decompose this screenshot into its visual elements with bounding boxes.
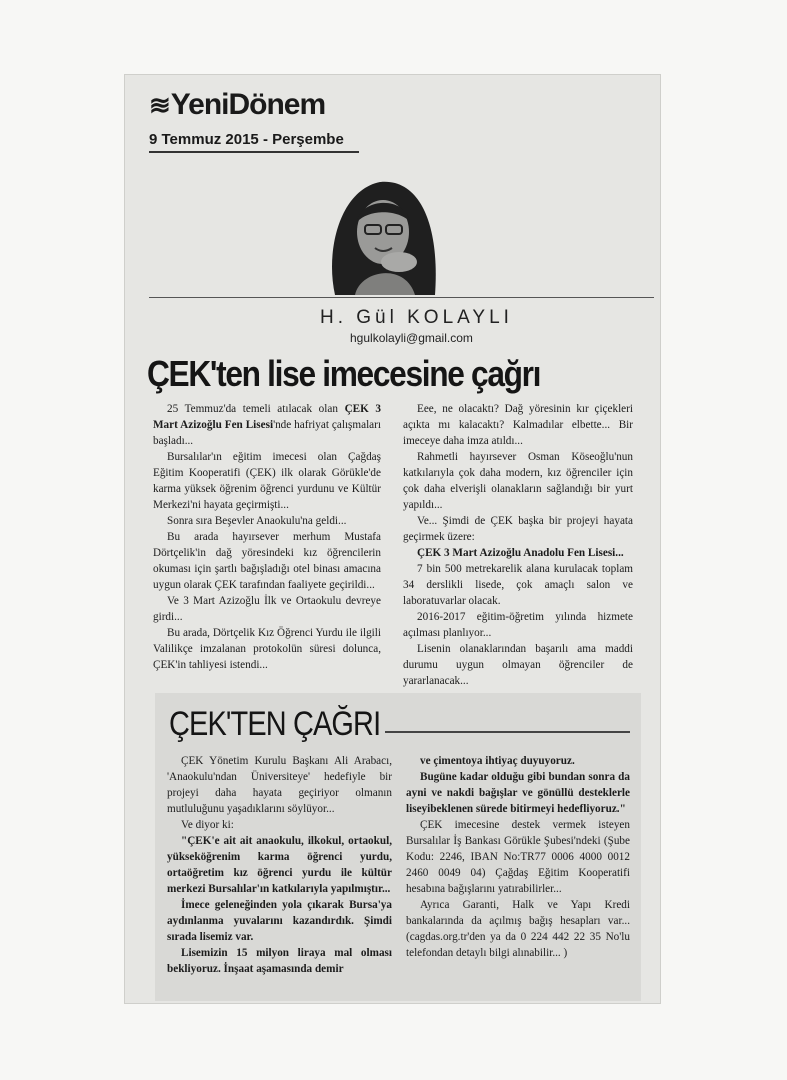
paragraph-pre: Ve... Şimdi de ÇEK başka bir projeyi hayata geçirmek üzere: — [403, 515, 633, 543]
paragraph-pre: 25 Temmuz'da temeli atılacak olan — [167, 403, 345, 415]
paragraph — [153, 593, 381, 625]
paragraph — [403, 561, 633, 609]
paragraph — [403, 641, 633, 689]
paragraph-pre: 7 bin 500 metrekarelik alana kurulacak toplam 34 derslikli lisede, çok amaçlı salon ve laboratuvarlar olacak. — [403, 563, 633, 607]
bird-icon: ≋ — [149, 90, 170, 120]
issue-date: 9 Temmuz 2015 - Perşembe — [149, 131, 344, 148]
call-box-column-1 — [167, 753, 392, 977]
newspaper-clipping — [125, 75, 660, 1003]
masthead-name: YeniDönem — [170, 88, 326, 121]
paragraph-pre: Rahmetli hayırsever Osman Köseoğlu'nun katkılarıyla çok daha modern, kız öğrenciler için çok daha elverişli olanakların sağlandığı bir yurt yapıldı... — [403, 451, 633, 511]
paragraph-bold: İmece geleneğinden yola çıkarak Bursa'ya aydınlanma yuvalarını kazandırdık. Şimdi sırada lisemiz var. — [167, 899, 392, 943]
call-box-divider — [385, 731, 630, 733]
author-email: hgulkolayli@gmail.com — [350, 331, 473, 345]
author-photo — [315, 170, 450, 295]
paragraph-pre: Lisenin olanaklarından başarılı ama maddi durumu uygun olmayan öğrenciler de yararlanacak... — [403, 643, 633, 687]
paragraph — [167, 833, 392, 897]
paragraph — [167, 897, 392, 945]
paragraph — [153, 401, 381, 449]
paragraph-bold: Bugüne kadar olduğu gibi bundan sonra da ayni ve nakdi bağışlar ve gönüllü desteklerle liseyibeklenen sürede bitirmeyi hedefliyoruz." — [406, 771, 630, 815]
paragraph — [153, 513, 381, 529]
paragraph — [153, 529, 381, 593]
paragraph-bold: ÇEK 3 Mart Azizoğlu Anadolu Fen Lisesi... — [417, 547, 624, 559]
paragraph-pre: 2016-2017 eğitim-öğretim yılında hizmete açılması planlıyor... — [403, 611, 633, 639]
header-divider — [149, 297, 654, 298]
call-box-column-2 — [406, 753, 630, 961]
paragraph — [406, 817, 630, 897]
call-box — [155, 693, 641, 1001]
paragraph — [153, 449, 381, 513]
paragraph-pre: Ve diyor ki: — [181, 819, 234, 831]
paragraph — [167, 753, 392, 817]
author-name: H. Gül KOLAYLI — [320, 307, 513, 328]
paragraph — [406, 769, 630, 817]
paragraph — [167, 817, 392, 833]
paragraph-pre: Bu arada hayırsever merhum Mustafa Dörtçelik'in dağ yöresindeki kız öğrencilerin okuması için şartlı bağışladığı otel binası amacına uygun olarak ÇEK tarafından faaliyete geçirildi... — [153, 531, 381, 591]
paragraph — [403, 401, 633, 449]
paragraph-pre: ÇEK imecesine destek vermek isteyen Bursalılar İş Bankası Görükle Şubesi'ndeki (Şube Kodu: 2246, IBAN No:TR77 0006 4000 0012 2460 0049 04) Çağdaş Eğitim Kooperatifi hesabına bağışlarını yatırabilirler... — [406, 819, 630, 895]
paragraph-bold: ve çimentoya ihtiyaç duyuyoruz. — [420, 755, 575, 767]
paragraph — [403, 609, 633, 641]
paragraph — [403, 545, 633, 561]
paragraph-bold: ÇEK 3 Mart Azizoğlu Fen Lisesi — [153, 403, 382, 431]
paragraph-pre: Ayrıca Garanti, Halk ve Yapı Kredi bankalarında da açılmış bağış hesapları var... (cagdas.org.tr'den ya da 0 224 442 22 35 No'lu telefondan detaylı bilgi alınabilir... ) — [406, 899, 630, 959]
paragraph — [403, 513, 633, 545]
date-divider — [149, 151, 359, 153]
paragraph-pre: Eee, ne olacaktı? Dağ yöresinin kır çiçekleri açıkta mı kalacaktı? Kalmadılar elbette... Bir imeceye daha imza atıldı... — [403, 403, 633, 447]
article-column-2 — [403, 401, 633, 689]
paragraph-post: 'nde hafriyat çalışmaları başladı... — [153, 419, 381, 447]
paragraph — [406, 897, 630, 961]
paragraph-pre: ÇEK Yönetim Kurulu Başkanı Ali Arabacı, 'Anaokulu'ndan Üniversiteye' hedefiyle bir projeyi daha hayata geçiriyor olmanın mutluluğunu yaşadıklarını söylüyor... — [167, 755, 392, 815]
call-box-title: ÇEK'TEN ÇAĞRI — [169, 705, 381, 743]
paragraph-pre: Ve 3 Mart Azizoğlu İlk ve Ortaokulu devreye girdi... — [153, 595, 381, 623]
paragraph-bold: Lisemizin 15 milyon liraya mal olması bekliyoruz. İnşaat aşamasında demir — [167, 947, 392, 975]
paragraph-pre: Sonra sıra Beşevler Anaokulu'na geldi... — [167, 515, 347, 527]
article-column-1 — [153, 401, 381, 673]
article-headline: ÇEK'ten lise imecesine çağrı — [147, 353, 541, 394]
masthead-logo — [149, 88, 325, 122]
paragraph — [406, 753, 630, 769]
paragraph — [167, 945, 392, 977]
paragraph-pre: Bu arada, Dörtçelik Kız Öğrenci Yurdu ile ilgili Valilikçe imzalanan protokolün süresi dolunca, ÇEK'in tahliyesi istendi... — [153, 627, 381, 671]
paragraph — [403, 449, 633, 513]
paragraph — [153, 625, 381, 673]
paragraph-bold: "ÇEK'e ait ait anaokulu, ilkokul, ortaokul, yükseköğrenim karma öğrenci yurdu, ortaöğretim kız öğrenci yurdu ile kültür merkezi Bursalılar'ın katkılarıyla yapılmıştır... — [167, 835, 392, 895]
paragraph-pre: Bursalılar'ın eğitim imecesi olan Çağdaş Eğitim Kooperatifi (ÇEK) ilk olarak Görükle'de karma yüksek öğrenim öğrenci yurdunu ve Kültür Merkezi'ni hayata geçirmişti... — [153, 451, 381, 511]
